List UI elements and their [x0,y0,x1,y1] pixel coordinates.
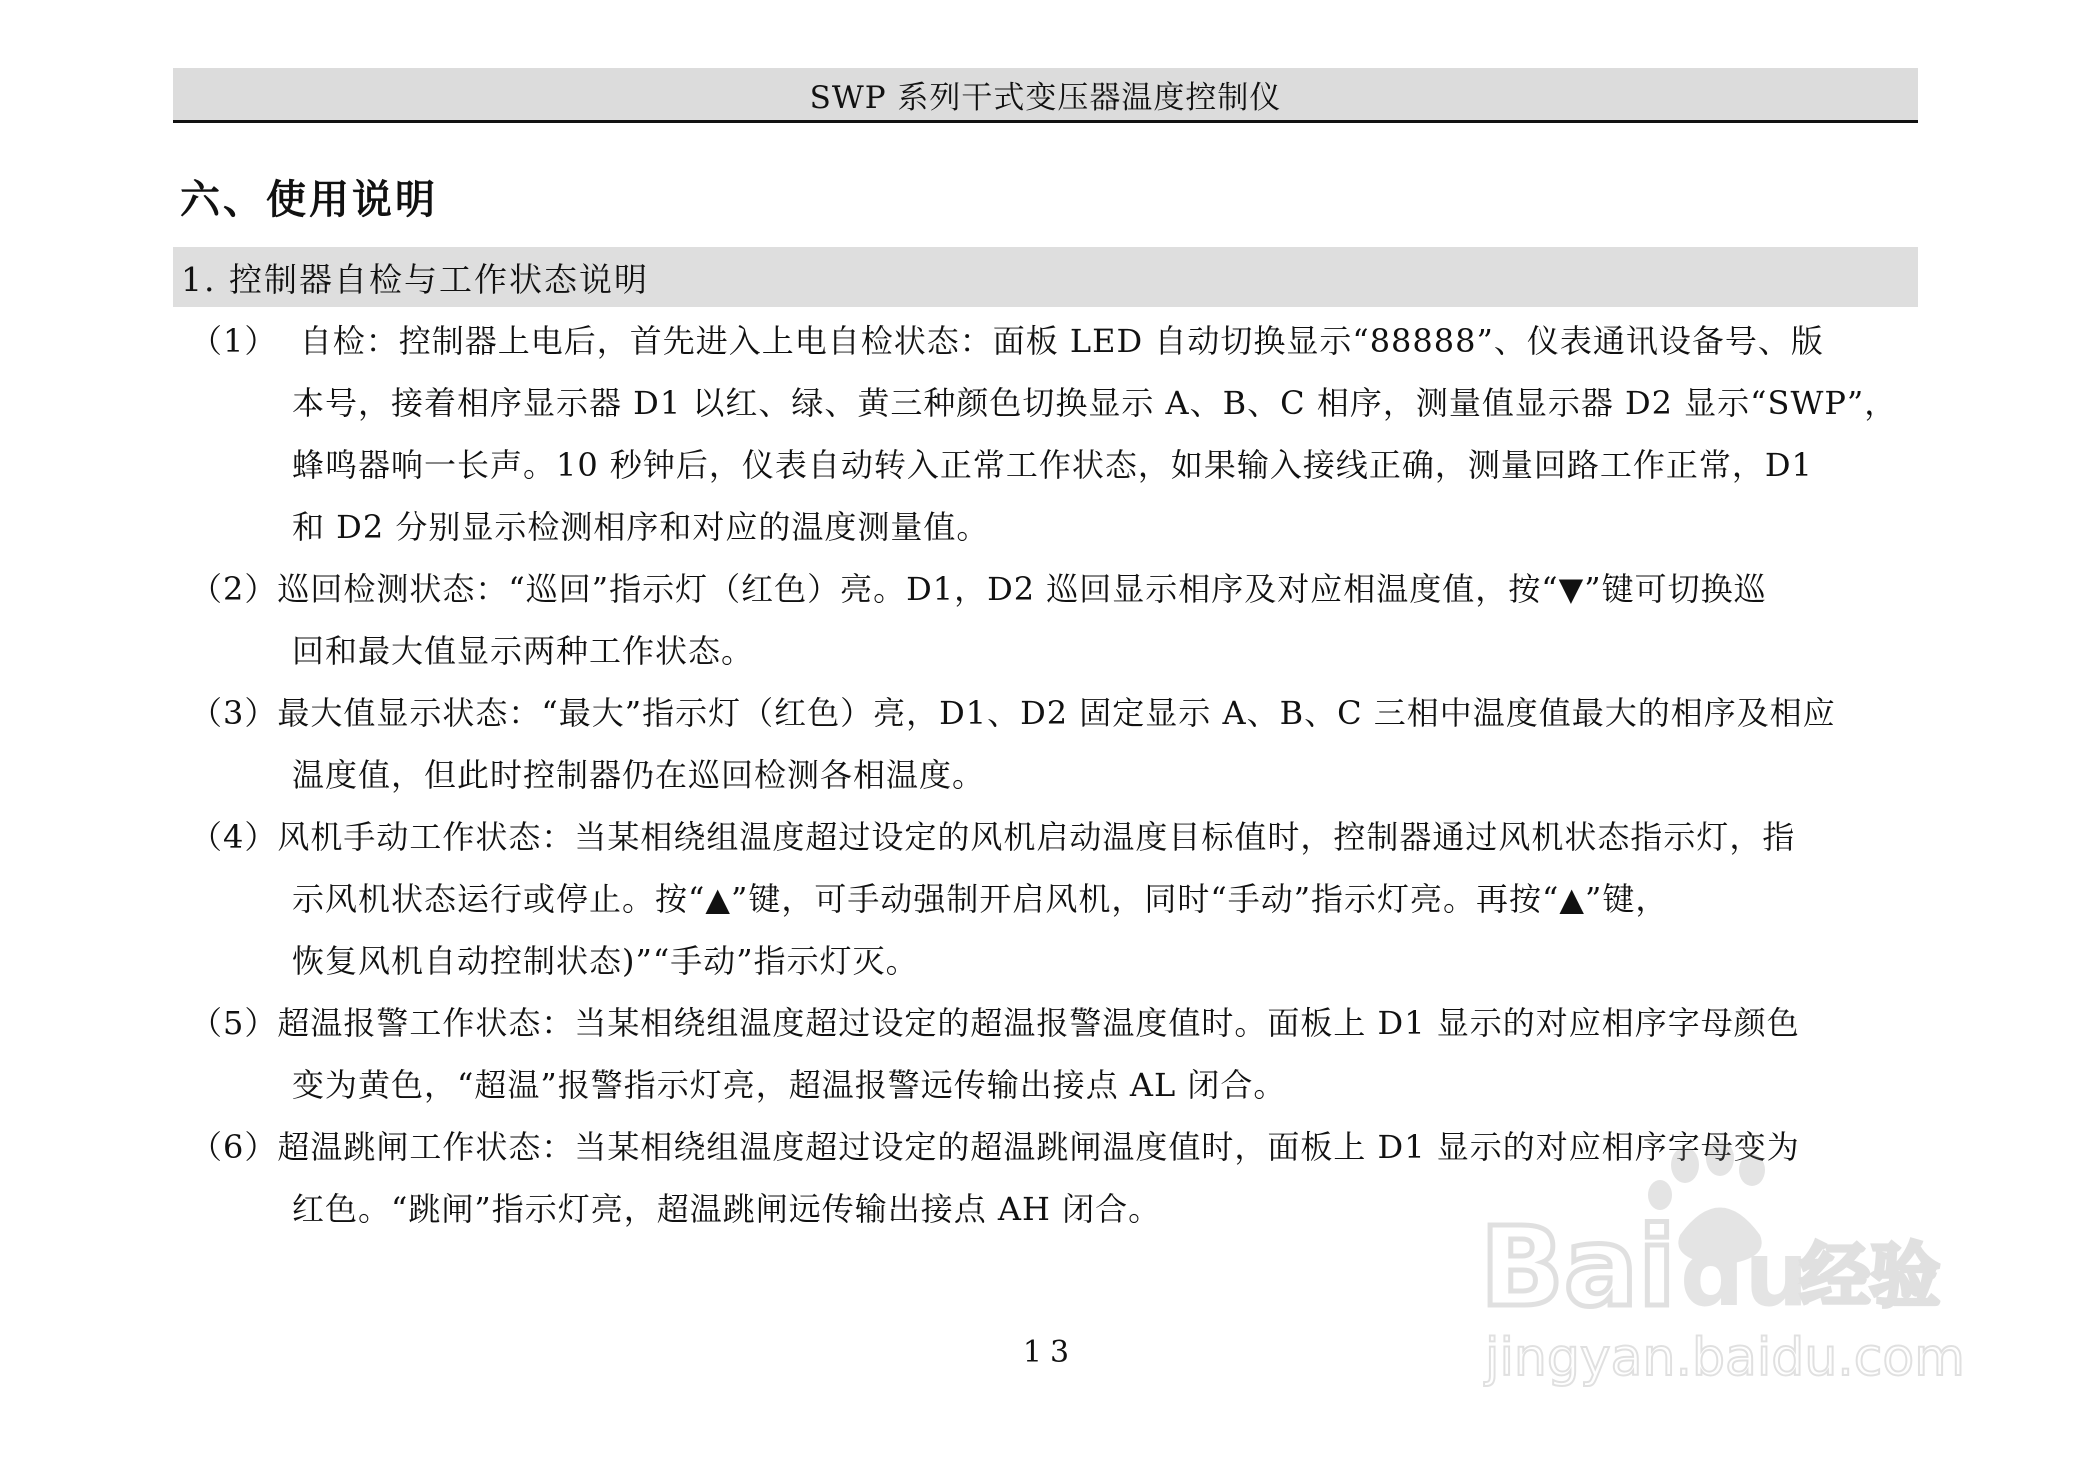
item-line: 恢复风机自动控制状态)”“手动”指示灯灭。 [292,942,919,980]
svg-text:du: du [1680,1222,1809,1327]
list-item [190,992,1925,1054]
section-title: 六、使用说明 [180,177,438,223]
item-line: 最大值显示状态：“最大”指示灯（红色）亮，D1、D2 固定显示 A、B、C 三相中温度值最大的相序及相应 [277,694,1836,732]
item-number: （5） [190,1004,278,1042]
item-line: 红色。“跳闸”指示灯亮，超温跳闸远传输出接点 AH 闭合。 [292,1190,1162,1228]
item-line: 变为黄色，“超温”报警指示灯亮，超温报警远传输出接点 AL 闭合。 [292,1066,1287,1104]
item-number: （3） [190,694,278,732]
item-line: 风机手动工作状态：当某相绕组温度超过设定的风机启动温度目标值时，控制器通过风机状态指示灯，指 [277,818,1796,856]
item-line: 和 D2 分别显示检测相序和对应的温度测量值。 [292,508,990,546]
item-line: 温度值，但此时控制器仍在巡回检测各相温度。 [292,756,986,794]
item-line: 巡回检测状态：“巡回”指示灯（红色）亮。D1，D2 巡回显示相序及对应相温度值，按“▼”键可切换巡 [277,570,1767,608]
item-line: 示风机状态运行或停止。按“▲”键，可手动强制开启风机，同时“手动”指示灯亮。再按“▲”键， [292,880,1669,918]
item-number: （4） [190,818,278,856]
item-line: 本号，接着相序显示器 D1 以红、绿、黄三种颜色切换显示 A、B、C 相序，测量值显示器 D2 显示“SWP”， [292,384,1898,422]
list-item [190,806,1925,868]
list-item-continuation [190,372,1925,558]
list-item [190,310,1925,372]
svg-text:经验: 经验 [1800,1235,1940,1317]
item-line: 蜂鸣器响一长声。10 秒钟后，仪表自动转入正常工作状态，如果输入接线正确，测量回路工作正常，D1 [292,446,1813,484]
instruction-list [190,310,1925,1240]
item-number: （2） [190,570,278,608]
list-item-continuation [190,620,1925,682]
item-number: （1） [190,322,300,360]
subsection-title: 1. 控制器自检与工作状态说明 [181,259,649,299]
document-title: SWP 系列干式变压器温度控制仪 [809,79,1282,116]
item-number: （6） [190,1128,278,1166]
list-item-continuation [190,1054,1925,1116]
svg-text:jingyan.baidu.com: jingyan.baidu.com [1485,1328,1965,1388]
list-item [190,558,1925,620]
baidu-jingyan-watermark [1480,1140,1980,1400]
item-line: 回和最大值显示两种工作状态。 [292,632,755,670]
page-header [173,68,1918,123]
item-line: 超温报警工作状态：当某相绕组温度超过设定的超温报警温度值时。面板上 D1 显示的对应相序字母颜色 [277,1004,1800,1042]
list-item-continuation [190,868,1925,992]
svg-text:Bai: Bai [1480,1203,1676,1331]
item-line: 超温跳闸工作状态：当某相绕组温度超过设定的超温跳闸温度值时，面板上 D1 显示的对应相序字母变为 [277,1128,1800,1166]
list-item-continuation [190,744,1925,806]
item-line: 自检：控制器上电后，首先进入上电自检状态：面板 LED 自动切换显示“88888”、仪表通讯设备号、版 [299,322,1824,360]
list-item [190,682,1925,744]
subsection-heading [173,247,1918,307]
page-number: 13 [1022,1335,1078,1370]
